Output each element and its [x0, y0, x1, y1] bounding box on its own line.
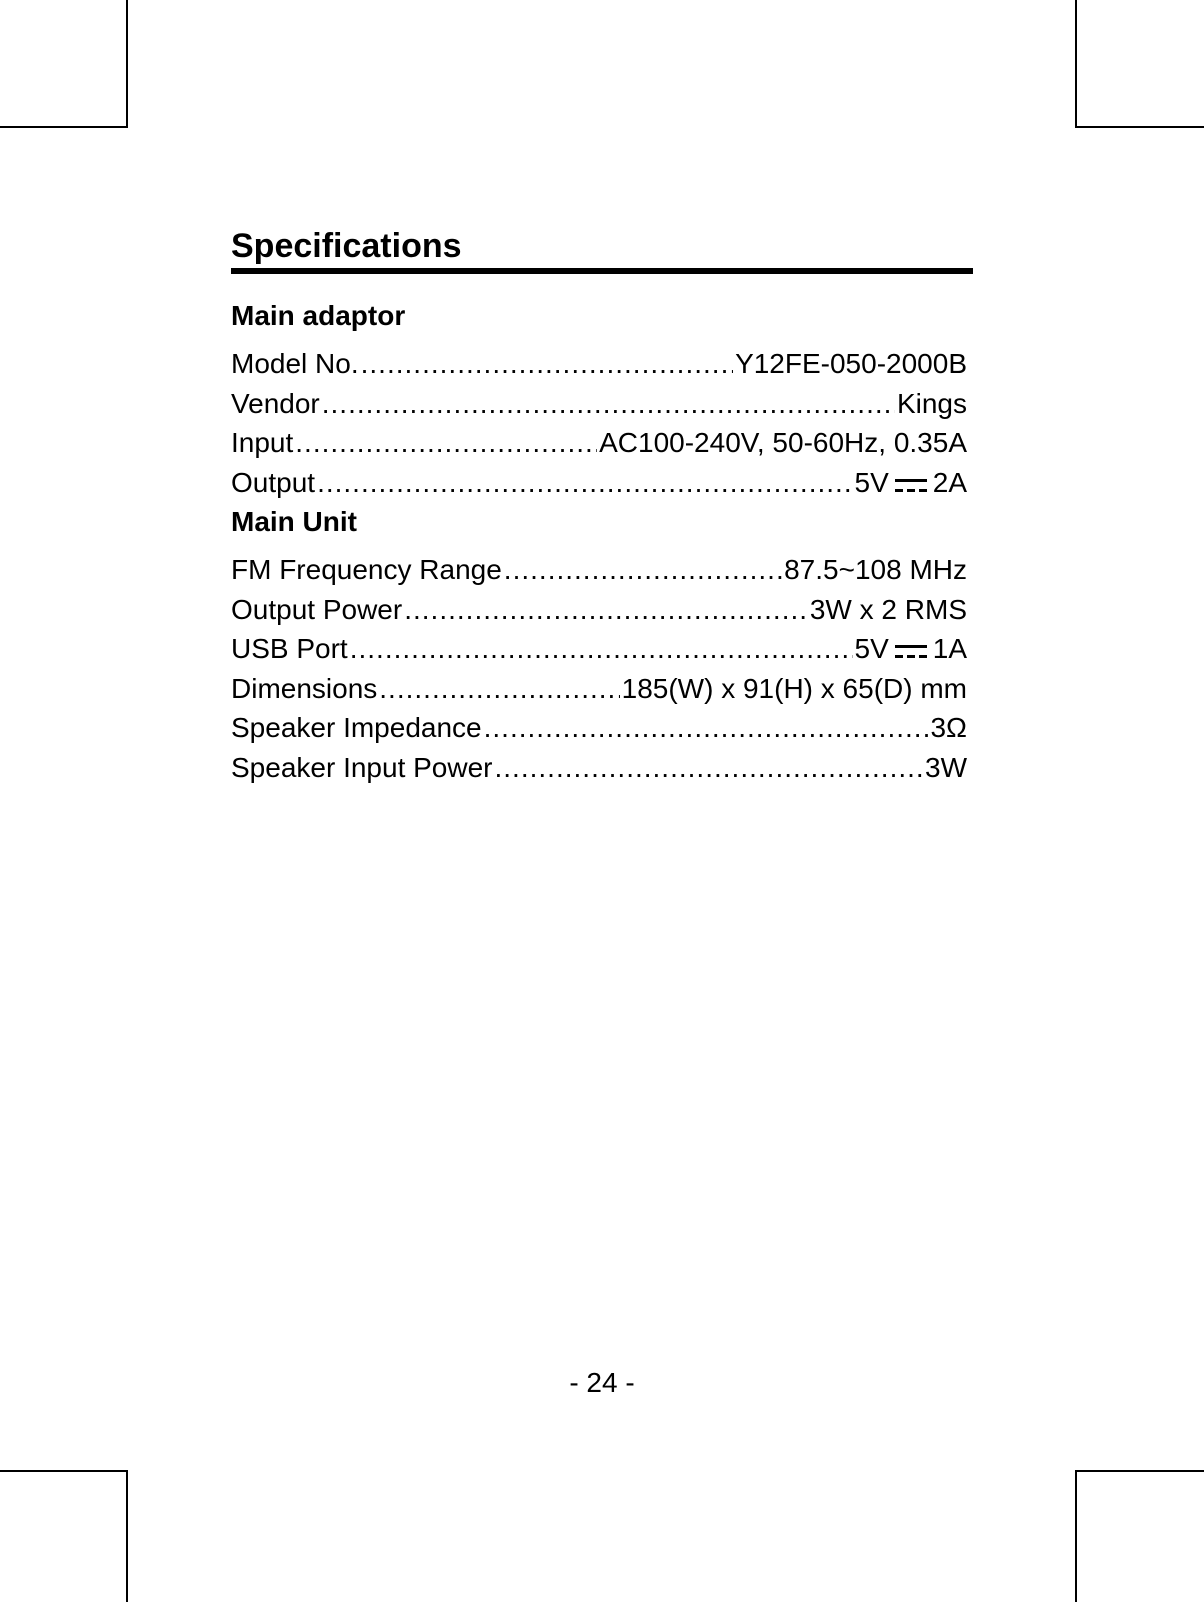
spec-value: 3W	[925, 751, 967, 783]
spec-value	[855, 629, 968, 669]
spec-value: 87.5~108 MHz	[784, 554, 967, 585]
specifications-content	[231, 226, 973, 787]
spec-list-main-adaptor	[231, 344, 967, 502]
spec-label: Output	[231, 466, 316, 498]
spec-row-vendor	[231, 384, 967, 424]
dot-leader	[495, 748, 924, 788]
dot-leader	[350, 629, 853, 669]
spec-value: 3W x 2 RMS	[809, 593, 967, 625]
section-heading-main-unit: Main Unit	[231, 506, 357, 537]
spec-value-voltage: 5V	[854, 466, 889, 498]
spec-value: AC100-240V, 50-60Hz, 0.35A	[599, 427, 967, 458]
spec-label: USB Port	[231, 633, 348, 664]
spec-label: FM Frequency Range	[231, 554, 502, 585]
spec-value	[855, 463, 968, 503]
spec-row-speaker-input-power	[231, 748, 967, 788]
spec-label: Speaker Input Power	[231, 751, 493, 783]
spec-row-model-no	[231, 344, 967, 384]
dot-leader	[361, 344, 733, 384]
spec-value-voltage: 5V	[854, 633, 889, 664]
spec-label: Model No.	[231, 348, 359, 379]
dc-current-icon	[895, 479, 927, 493]
spec-row-dimensions	[231, 669, 967, 709]
spec-label: Input	[231, 427, 294, 458]
spec-label: Speaker Impedance	[231, 712, 482, 743]
page-title: Specifications	[231, 226, 973, 274]
spec-row-usb-port	[231, 629, 967, 669]
spec-value-current: 1A	[932, 633, 967, 664]
spec-value-current: 2A	[932, 466, 967, 498]
crop-mark-top-left	[0, 0, 128, 128]
spec-label: Dimensions	[231, 672, 378, 704]
spec-row-output	[231, 463, 967, 503]
spec-value: Y12FE-050-2000B	[735, 348, 967, 379]
crop-mark-top-right	[1075, 0, 1204, 128]
spec-row-speaker-impedance	[231, 708, 967, 748]
dot-leader	[379, 669, 619, 709]
dot-leader	[504, 550, 782, 590]
spec-value: 3Ω	[930, 712, 967, 743]
dot-leader	[484, 708, 929, 748]
spec-value: Kings	[896, 387, 967, 419]
dot-leader	[317, 463, 852, 503]
spec-list-main-unit	[231, 550, 967, 787]
dot-leader	[295, 423, 597, 463]
spec-label: Output Power	[231, 593, 403, 625]
spec-row-input	[231, 423, 967, 463]
dot-leader	[322, 384, 895, 424]
dot-leader	[404, 590, 808, 630]
spec-row-output-power	[231, 590, 967, 630]
crop-mark-bottom-right	[1075, 1470, 1204, 1602]
dc-current-icon	[895, 645, 927, 659]
spec-label: Vendor	[231, 387, 320, 419]
section-heading-main-adaptor: Main adaptor	[231, 300, 406, 331]
crop-mark-bottom-left	[0, 1470, 128, 1602]
spec-row-fm-frequency-range	[231, 550, 967, 590]
page-number: - 24 -	[569, 1367, 635, 1398]
spec-value: 185(W) x 91(H) x 65(D) mm	[621, 672, 967, 704]
